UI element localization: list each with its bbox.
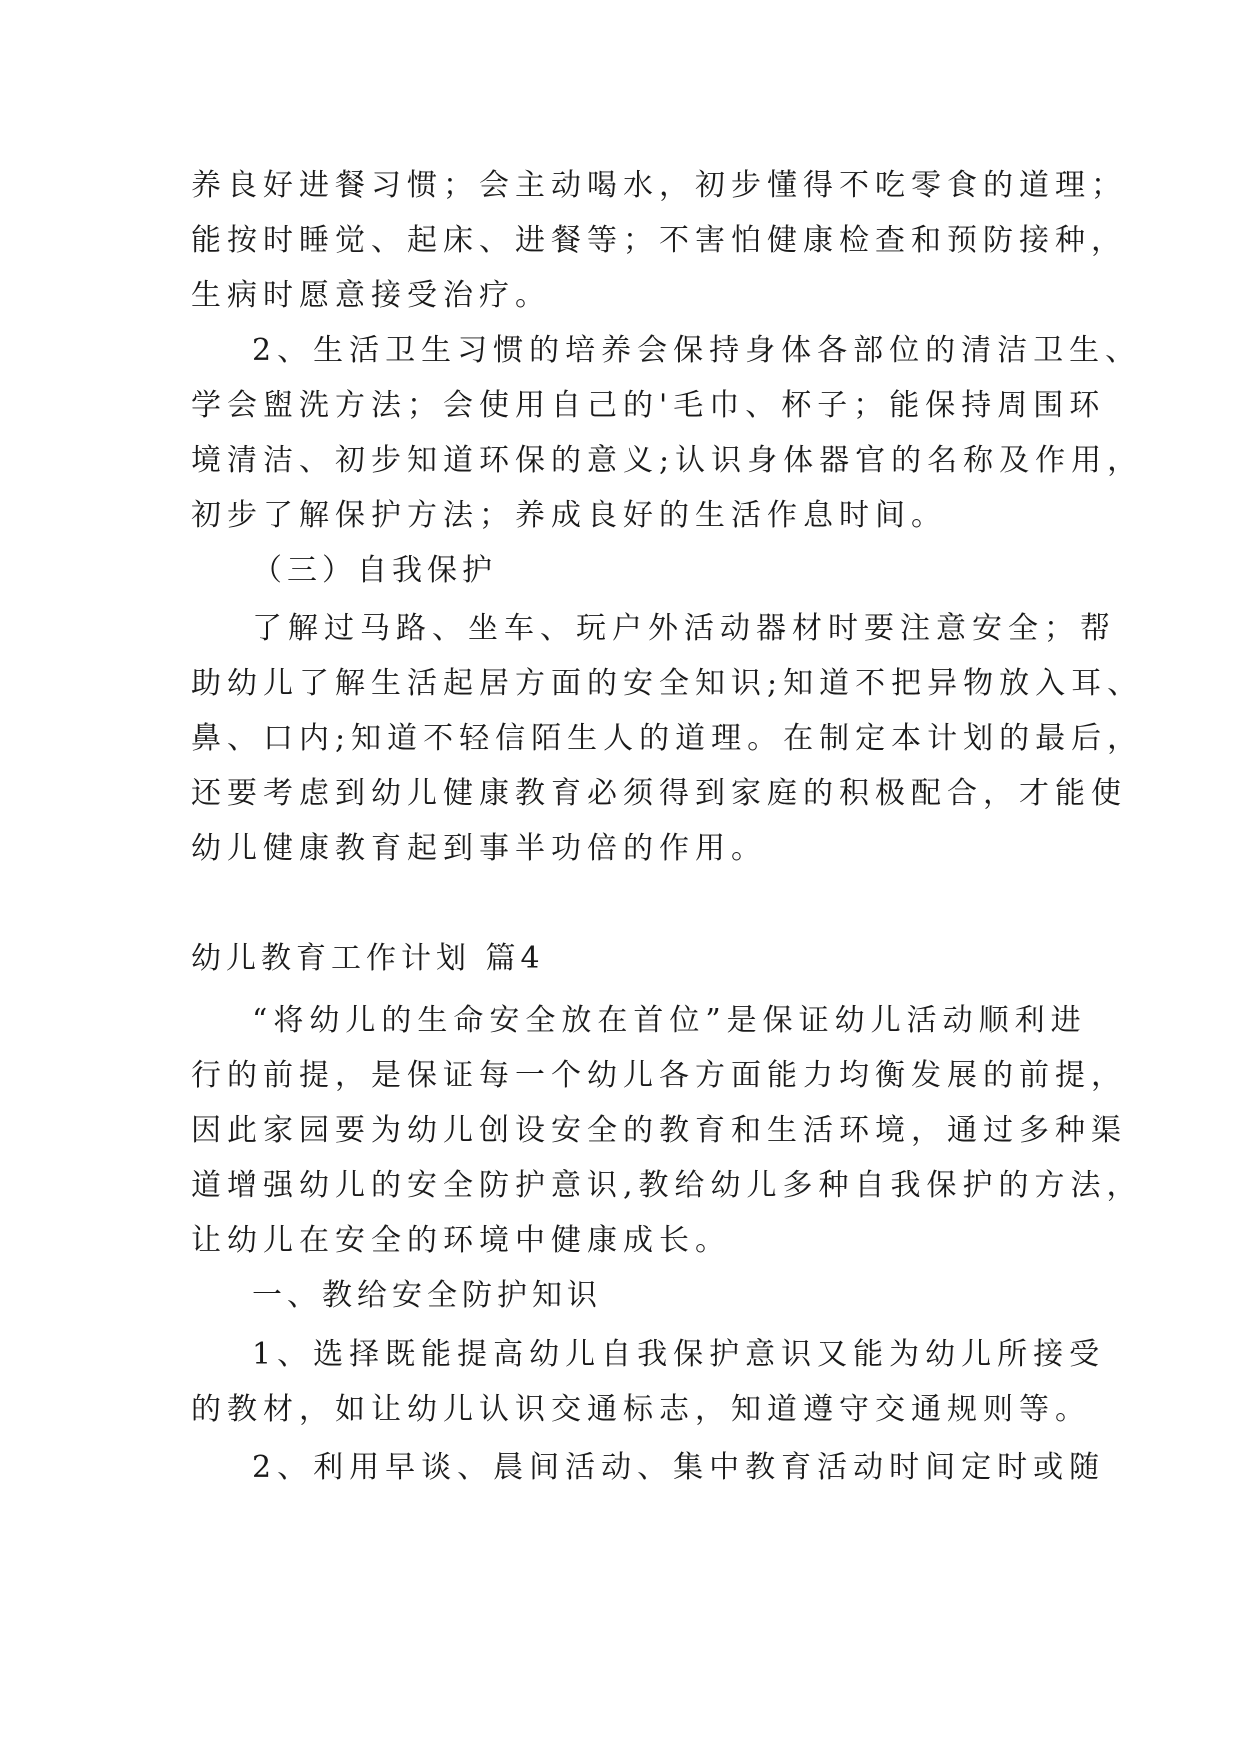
paragraph-line: 初步了解保护方法；养成良好的生活作息时间。 [191,498,947,533]
paragraph-line: 助幼儿了解生活起居方面的安全知识;知道不把异物放入耳、 [191,666,1144,701]
paragraph-line: 还要考虑到幼儿健康教育必须得到家庭的积极配合，才能使 [191,776,1127,811]
paragraph-line: 行的前提，是保证每一个幼儿各方面能力均衡发展的前提， [191,1058,1127,1093]
paragraph-line: 境清洁、初步知道环保的意义;认识身体器官的名称及作用， [191,443,1144,478]
paragraph-line: 养良好进餐习惯；会主动喝水，初步懂得不吃零食的道理； [191,168,1127,203]
paragraph-line: 了解过马路、坐车、玩户外活动器材时要注意安全；帮 [252,611,1116,646]
paragraph-line: 生病时愿意接受治疗。 [191,278,551,313]
paragraph-line: 2、生活卫生习惯的培养会保持身体各部位的清洁卫生、 [252,333,1142,368]
paragraph-line: 的教材，如让幼儿认识交通标志，知道遵守交通规则等。 [191,1392,1091,1427]
section-heading: 一、教给安全防护知识 [252,1278,602,1313]
paragraph-line: “将幼儿的生命安全放在首位”是保证幼儿活动顺利进 [252,1003,1087,1038]
paragraph-line: 道增强幼儿的安全防护意识,教给幼儿多种自我保护的方法， [191,1168,1143,1203]
paragraph-line: 让幼儿在安全的环境中健康成长。 [191,1223,731,1258]
paragraph-line: 2、利用早谈、晨间活动、集中教育活动时间定时或随 [252,1450,1106,1485]
article-title: 幼儿教育工作计划 篇4 [191,941,545,976]
paragraph-line: 因此家园要为幼儿创设安全的教育和生活环境，通过多种渠 [191,1113,1127,1148]
paragraph-line: 鼻、口内;知道不轻信陌生人的道理。在制定本计划的最后， [191,721,1144,756]
section-heading: （三）自我保护 [252,553,497,588]
paragraph-line: 能按时睡觉、起床、进餐等；不害怕健康检查和预防接种， [191,223,1127,258]
paragraph-line: 幼儿健康教育起到事半功倍的作用。 [191,831,767,866]
paragraph-line: 1、选择既能提高幼儿自我保护意识又能为幼儿所接受 [252,1337,1106,1372]
paragraph-line: 学会盥洗方法；会使用自己的'毛巾、杯子；能保持周围环 [191,388,1106,423]
